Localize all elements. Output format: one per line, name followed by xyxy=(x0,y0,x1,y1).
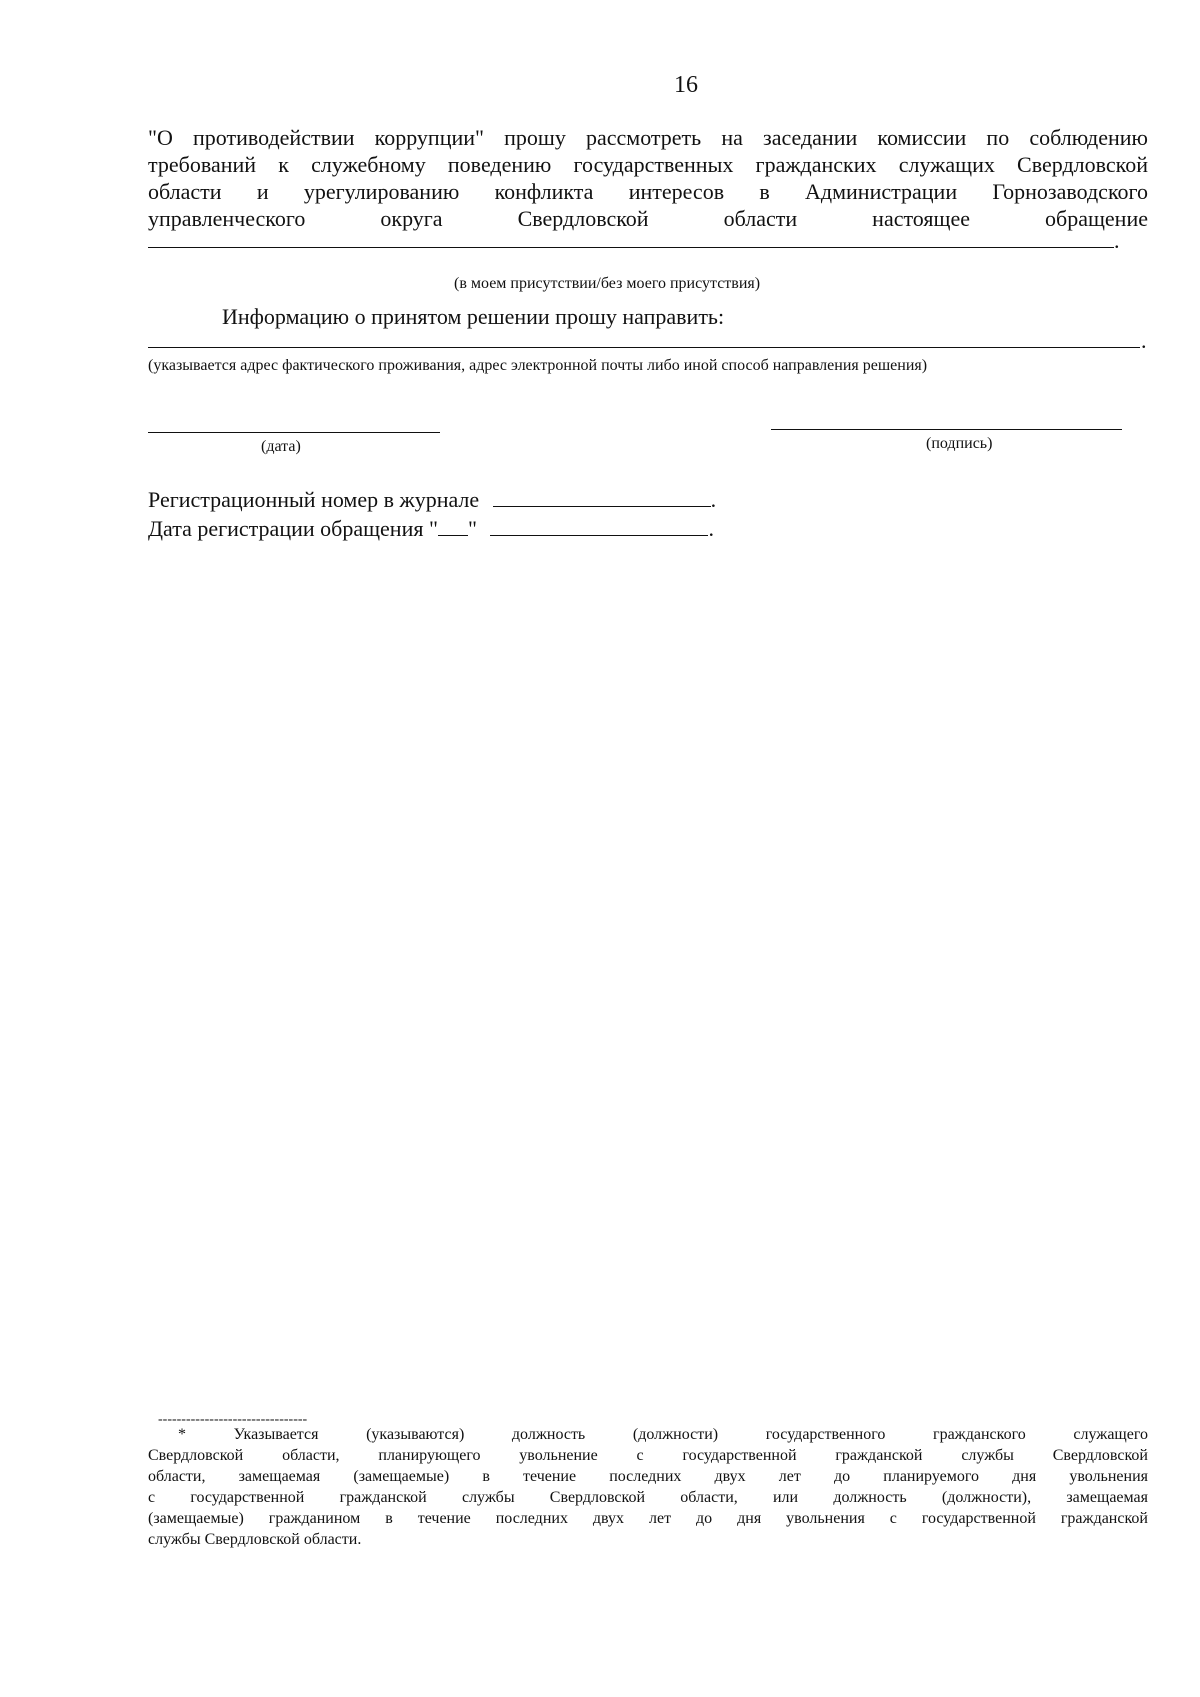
registration-number-period: . xyxy=(710,487,717,512)
registration-day-blank[interactable] xyxy=(438,517,468,536)
registration-date-label: Дата регистрации обращения " xyxy=(148,516,438,541)
footnote-line: службы Свердловской области. xyxy=(148,1531,362,1548)
page-number: 16 xyxy=(674,72,698,98)
presence-caption: (в моем присутствии/без моего присутствия) xyxy=(454,275,761,292)
paragraph-line: управленческого округа Свердловской области настоящее обращение xyxy=(148,206,1148,231)
paragraph-line: требований к служебному поведению государственных гражданских служащих Свердловской xyxy=(148,152,1148,177)
registration-number-blank[interactable] xyxy=(493,488,711,507)
date-caption: (дата) xyxy=(261,438,301,455)
date-fill-line[interactable] xyxy=(148,432,440,433)
footnote-line: области, замещаемая (замещаемые) в течение последних двух лет до планируемого дня увольнения xyxy=(148,1468,1148,1485)
request-paragraph xyxy=(148,124,1148,232)
footnote-line: Свердловской области, планирующего увольнение с государственной гражданской службы Свердловской xyxy=(148,1447,1148,1464)
address-caption: (указывается адрес фактического проживания, адрес электронной почты либо иной способ направления решения) xyxy=(148,357,928,374)
footnote-line: (замещаемые) гражданином в течение последних двух лет до дня увольнения с государственной гражданской xyxy=(148,1510,1148,1527)
address-line-period: . xyxy=(1141,328,1147,353)
presence-line-period: . xyxy=(1114,228,1120,253)
registration-date-period: . xyxy=(708,516,714,541)
signature-caption: (подпись) xyxy=(926,435,993,452)
footnote-separator: -------------------------------- xyxy=(158,1412,308,1427)
signature-fill-line[interactable] xyxy=(771,429,1122,430)
registration-date-row xyxy=(148,516,714,542)
paragraph-line: "О противодействии коррупции" прошу рассмотреть на заседании комиссии по соблюдению xyxy=(148,125,1148,150)
registration-number-row xyxy=(148,487,716,513)
presence-fill-line[interactable] xyxy=(148,247,1114,248)
footnote-line: с государственной гражданской службы Свердловской области, или должность (должности), замещаемая xyxy=(148,1489,1148,1506)
paragraph-line: области и урегулированию конфликта интересов в Администрации Горнозаводского xyxy=(148,179,1148,204)
registration-number-label: Регистрационный номер в журнале xyxy=(148,487,480,512)
registration-date-blank[interactable] xyxy=(490,517,708,536)
info-request-label: Информацию о принятом решении прошу направить: xyxy=(222,304,725,329)
footnote-line: * Указывается (указываются) должность (должности) государственного гражданского служащего xyxy=(178,1426,1148,1443)
registration-date-quote-close: " xyxy=(467,516,477,541)
address-fill-line[interactable] xyxy=(148,347,1140,348)
footnote xyxy=(148,1424,1148,1550)
